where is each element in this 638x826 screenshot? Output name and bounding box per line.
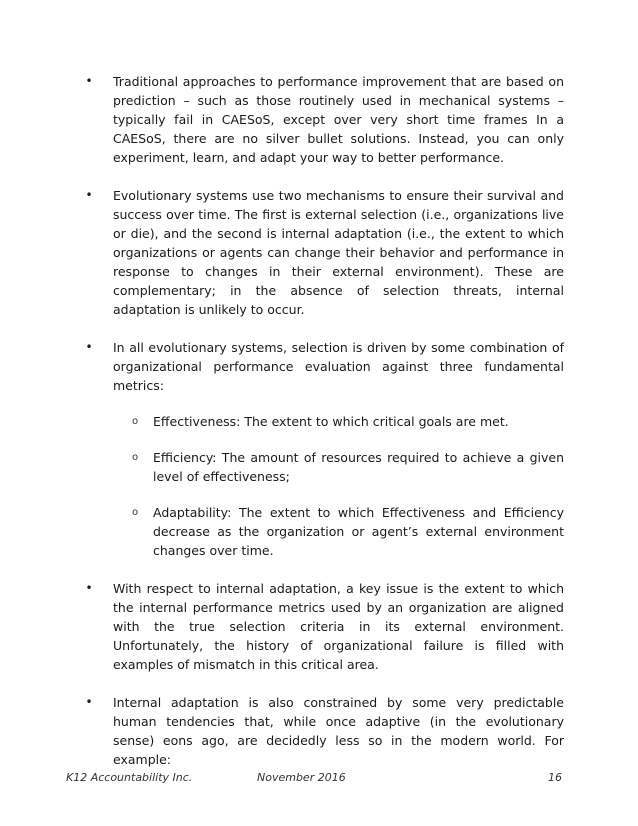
bullet-item bbox=[84, 186, 564, 319]
bullet-icon: • bbox=[85, 695, 93, 709]
bullet-text: Internal adaptation is also constrained by some very predictable human tendencies that, while once adaptive (in the evolutionary sense) eons ago, are decidedly less so in the modern world. For example: bbox=[113, 695, 564, 767]
bullet-item bbox=[84, 338, 564, 395]
sub-list-item bbox=[84, 448, 564, 486]
sub-list-item bbox=[84, 503, 564, 560]
bullet-text: Evolutionary systems use two mechanisms to ensure their survival and success over time. The first is external selection (i.e., organizations live or die), and the second is internal adaptation (i.e., the extent to which organizations or agents can change their behavior and performance in response to changes in their external environment). These are complementary; in the absence of selection threats, internal adaptation is unlikely to occur. bbox=[113, 188, 564, 317]
bullet-text: Traditional approaches to performance improvement that are based on prediction – such as those routinely used in mechanical systems – typically fail in CAESoS, except over very short time frames In a CAESoS, there are no silver bullet solutions. Instead, you can only experiment, learn, and adapt your way to better performance. bbox=[113, 74, 564, 165]
footer-date: November 2016 bbox=[257, 771, 346, 784]
circle-bullet-icon: o bbox=[132, 452, 139, 463]
sub-list bbox=[84, 412, 564, 560]
bullet-item bbox=[84, 693, 564, 769]
sub-item-text: Efficiency: The amount of resources required to achieve a given level of effectiveness; bbox=[153, 450, 564, 484]
footer-company: K12 Accountability Inc. bbox=[66, 771, 193, 784]
bullet-text: In all evolutionary systems, selection is driven by some combination of organizational performance evaluation against three fundamental metrics: bbox=[113, 340, 564, 393]
page-body bbox=[84, 72, 564, 788]
page-footer bbox=[66, 771, 562, 789]
bullet-icon: • bbox=[85, 74, 93, 88]
bullet-item bbox=[84, 579, 564, 674]
sub-list-item bbox=[84, 412, 564, 431]
footer-page-number: 16 bbox=[548, 771, 562, 784]
bullet-item bbox=[84, 72, 564, 167]
bullet-icon: • bbox=[85, 340, 93, 354]
sub-item-text: Adaptability: The extent to which Effectiveness and Efficiency decrease as the organization or agent’s external environment changes over time. bbox=[153, 505, 564, 558]
bullet-icon: • bbox=[85, 581, 93, 595]
bullet-icon: • bbox=[85, 188, 93, 202]
circle-bullet-icon: o bbox=[132, 416, 139, 427]
bullet-text: With respect to internal adaptation, a key issue is the extent to which the internal performance metrics used by an organization are aligned with the true selection criteria in its external environment. Unfortunately, the history of organizational failure is filled with examples of mismatch in this critical area. bbox=[113, 581, 564, 672]
sub-item-text: Effectiveness: The extent to which critical goals are met. bbox=[153, 414, 509, 429]
circle-bullet-icon: o bbox=[132, 507, 139, 518]
